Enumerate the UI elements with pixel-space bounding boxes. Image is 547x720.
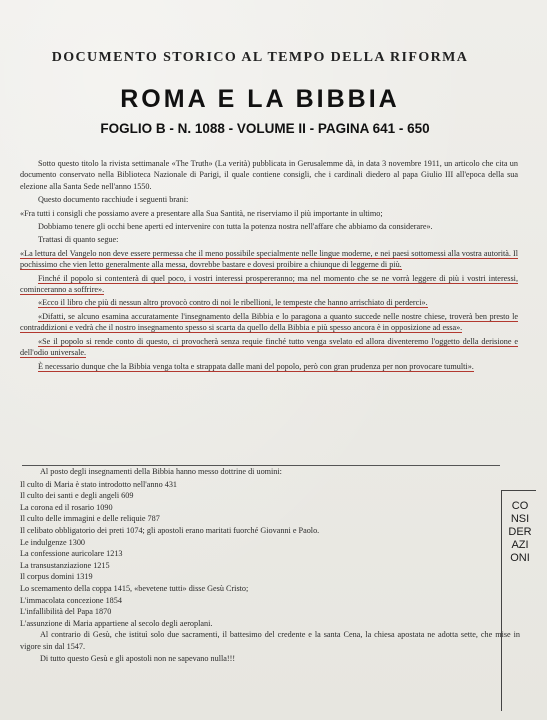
paragraph-quote-2: Dobbiamo tenere gli occhi bene aperti ed intervenire con tutta la potenza nostra nell'affare che abbiamo da considerare». <box>38 222 433 232</box>
closing-paragraph: Al contrario di Gesù, che istituì solo due sacramenti, il battesimo del credente e la santa Cena, la chiesa apostata ne adotta sette, che mise in vigore sin dal 1547. <box>20 630 520 651</box>
list-item: Il culto dei santi e degli angeli 609 <box>20 491 134 501</box>
paragraph-se-il-popolo: «Se il popolo si rende conto di questo, ci provocherà senza requie finché tutto venga svelato ed allora diventeremo l'oggetto della derisione e dell'odio universale. <box>20 336 518 358</box>
document-title: ROMA E LA BIBBIA <box>120 85 400 113</box>
paragraph-quote-1: «Fra tutti i consigli che possiamo avere a presentare alla Sua Santità, ne riserviamo il più importante in ultimo; <box>20 208 383 218</box>
document-reference: FOGLIO B - N. 1088 - VOLUME II - PAGINA 641 - 650 <box>100 121 430 136</box>
list-item: L'infallibilità del Papa 1870 <box>20 607 112 617</box>
article-body <box>20 158 518 374</box>
paragraph-necessario: È necessario dunque che la Bibbia venga tolta e strappata dalle mani del popolo, però con gran prudenza per non provocare tumulti». <box>38 361 474 371</box>
list-item: Il culto di Maria è stato introdotto nell'anno 431 <box>20 479 178 489</box>
paragraph-libro: «Ecco il libro che più di nessun altro provocò contro di noi le ribellioni, le tempeste che hanno arrischiato di perderci». <box>38 298 428 308</box>
paragraph-trattasi: Trattasi di quanto segue: <box>38 235 119 245</box>
paragraph-popolo: Finché il popolo si contenterà di quel poco, i vostri interessi prospereranno; ma nel momento che se ne vorrà leggere di più i vostri interessi, cominceranno a soffrire». <box>20 273 518 295</box>
list-item: Lo scemamento della coppa 1415, «bevetene tutti» disse Gesù Cristo; <box>20 583 249 593</box>
paragraph-vangelo: «La lettura del Vangelo non deve essere permessa che il meno possibile specialmente nelle lingue moderne, e nei paesi sottomessi alla vostra autorità. Il pochissimo che vien letto generalmente alla messa, dovrebbe bastare e dovesi proibire a chiunque di leggerne di più. <box>20 248 518 270</box>
paragraph-brani: Questo documento racchiude i seguenti brani: <box>38 195 189 205</box>
list-item: La corona ed il rosario 1090 <box>20 502 113 512</box>
doctrines-section <box>20 466 520 664</box>
list-item: La transustanziazione 1215 <box>20 560 110 570</box>
list-item: L'immacolata concezione 1854 <box>20 595 122 605</box>
closing-exclamation: Di tutto questo Gesù e gli apostoli non ne sapevano nulla!!! <box>40 653 236 663</box>
list-item: L'assunzione di Maria appartiene al secolo degli aeroplani. <box>20 618 213 628</box>
doctrines-intro: Al posto degli insegnamenti della Bibbia hanno messo dottrine di uomini: <box>40 467 282 476</box>
paragraph-intro: Sotto questo titolo la rivista settimanale «The Truth» (La verità) pubblicata in Gerusalemme dà, in data 3 novembre 1911, un articolo che cita un documento conservato nella Biblioteca Nazionale di Parigi, il quale contiene consigli, che i cardinali diedero al papa Giulio III all'epoca della sua elezione alla Santa Sede nell'anno 1550. <box>20 159 518 191</box>
side-annotation-text: CONSIDERAZIONI <box>508 500 532 564</box>
list-item: Il corpus domini 1319 <box>20 572 93 582</box>
paragraph-difatti: «Difatti, se alcuno esamina accuratamente l'insegnamento della Bibbia e lo paragona a quanto succede nelle nostre chiese, troverà ben presto le contraddizioni e vedrà che il nostro insegnamento spesso si scarta da quello della Bibbia e più spesso ancora è in opposizione ad essa». <box>20 311 518 333</box>
header-line: DOCUMENTO STORICO AL TEMPO DELLA RIFORMA <box>51 50 469 65</box>
list-item: Il culto delle immagini e delle reliquie 787 <box>20 514 160 524</box>
list-item: La confessione auricolare 1213 <box>20 549 123 559</box>
list-item: Le indulgenze 1300 <box>20 537 86 547</box>
list-item: Il celibato obbligatorio dei preti 1074; gli apostoli erano maritati fuorché Giovanni e Paolo. <box>20 525 320 535</box>
